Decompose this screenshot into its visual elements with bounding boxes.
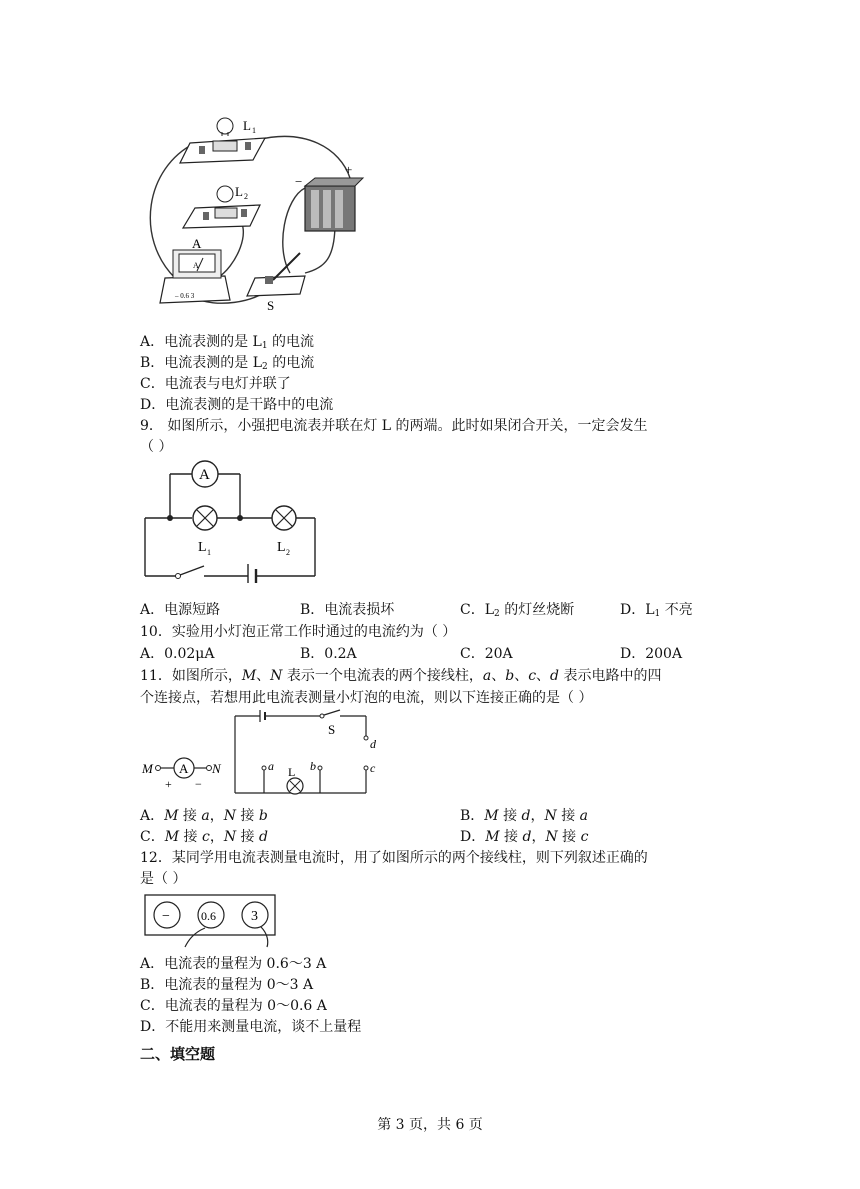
q8-option-d: D．电流表测的是干路中的电流 <box>140 397 334 413</box>
section-title: 二、填空题 <box>140 1045 216 1063</box>
q12-option-a: A．电流表的量程为 0.6～3 A <box>140 956 327 972</box>
q11-option-a: A．M 接 a，N 接 b <box>140 808 268 824</box>
q8-option-c: C．电流表与电灯并联了 <box>140 376 291 392</box>
q8-option-a: A．电流表测的是 $L_1$ 的电流 <box>140 334 315 351</box>
q9-answer-paren: （ ） <box>140 439 173 455</box>
q11-lamp-label: L <box>288 765 296 779</box>
q12-3-terminal: 3 <box>251 909 258 924</box>
q10-stem: 10．实验用小灯泡正常工作时通过的电流约为（ ） <box>140 624 457 640</box>
q11-switch-label: S <box>328 722 336 737</box>
svg-text:a: a <box>268 759 274 773</box>
svg-text:b: b <box>310 759 316 773</box>
q11-option-d: D．M 接 d，N 接 c <box>460 829 589 845</box>
q8-ammeter-label: A <box>192 236 202 251</box>
q9-stem: 9． 如图所示，小强把电流表并联在灯 L 的两端。此时如果闭合开关，一定会发生 <box>140 418 648 434</box>
q11-n-label: N <box>212 761 221 776</box>
q12-minus-terminal: − <box>162 909 170 924</box>
q8-switch-label: S <box>267 298 275 313</box>
q9-option-b: B．电流表损坏 <box>300 602 395 618</box>
q9-option-c: C．$L_2$ 的灯丝烧断 <box>460 602 575 619</box>
page-footer: 第 3 页，共 6 页 <box>377 1117 483 1133</box>
q10-option-b: B．0.2A <box>300 646 357 662</box>
svg-text:d: d <box>370 737 376 751</box>
q9-ammeter-label: A <box>199 467 210 483</box>
svg-text:−: − <box>195 777 202 791</box>
q8-circuit-figure <box>135 108 375 313</box>
svg-text:2: 2 <box>286 548 290 557</box>
q11-stem-line2: 个连接点，若想用此电流表测量小灯泡的电流，则以下连接正确的是（ ） <box>140 690 593 706</box>
q8-l1-label: L <box>243 118 251 133</box>
q10-option-a: A．0.02μA <box>140 646 215 662</box>
svg-text:1: 1 <box>207 548 211 557</box>
q11-m-label: M <box>142 761 153 776</box>
svg-text:+: + <box>165 777 172 791</box>
q12-option-b: B．电流表的量程为 0～3 A <box>140 977 314 993</box>
q12-option-d: D．不能用来测量电流，谈不上量程 <box>140 1019 362 1035</box>
q12-terminal-figure <box>143 893 283 948</box>
q11-circuit-figure <box>140 708 380 803</box>
svg-text:1: 1 <box>252 126 256 135</box>
svg-text:2: 2 <box>244 192 248 201</box>
q9-l1-label: L <box>198 540 207 555</box>
q12-option-c: C．电流表的量程为 0～0.6 A <box>140 998 327 1014</box>
q8-minus-label: − <box>295 174 303 189</box>
q10-option-d: D．200A <box>620 646 683 662</box>
q11-option-b: B．M 接 d，N 接 a <box>460 808 589 824</box>
q9-option-d: D．$L_1$ 不亮 <box>620 602 693 619</box>
q9-l2-label: L <box>277 540 286 555</box>
q8-option-b: B．电流表测的是 $L_2$ 的电流 <box>140 355 315 372</box>
q11-ammeter-label: A <box>179 761 189 776</box>
q8-plus-label: + <box>345 162 353 177</box>
q9-option-a: A．电源短路 <box>140 602 221 618</box>
q9-circuit-figure <box>140 458 325 583</box>
svg-text:A: A <box>193 261 199 270</box>
svg-text:– 0.6 3: – 0.6 3 <box>175 292 195 300</box>
q8-l2-label: L <box>235 184 243 199</box>
q11-stem: 11．如图所示，M、N 表示一个电流表的两个接线柱，a、b、c、d 表示电路中的四 <box>140 668 662 684</box>
q12-stem-line2: 是（ ） <box>140 871 187 887</box>
q10-option-c: C．20A <box>460 646 513 662</box>
svg-text:c: c <box>370 761 376 775</box>
q12-06-terminal: 0.6 <box>201 909 216 923</box>
q12-stem: 12．某同学用电流表测量电流时，用了如图所示的两个接线柱，则下列叙述正确的 <box>140 850 648 866</box>
q11-option-c: C．M 接 c，N 接 d <box>140 829 268 845</box>
